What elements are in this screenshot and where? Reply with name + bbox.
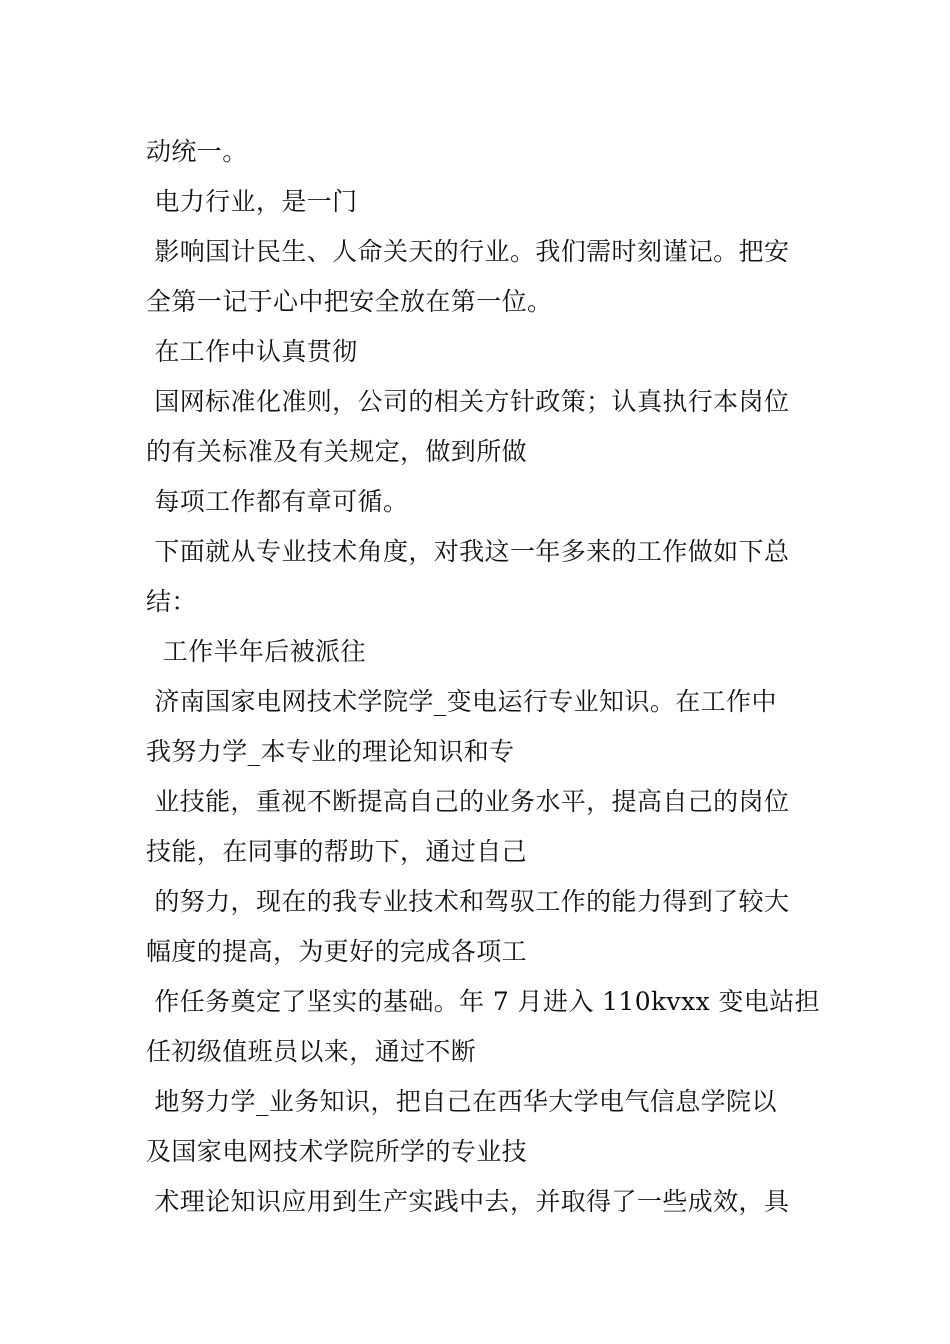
text-line: 工作半年后被派往 [146,637,366,666]
text-line: 影响国计民生、人命关天的行业。我们需时刻谨记。把安 [146,237,790,266]
text-line: 术理论知识应用到生产实践中去，并取得了一些成效，具 [146,1187,790,1216]
text-line: 在工作中认真贯彻 [146,337,358,366]
text-line: 的有关标准及有关规定，做到所做 [146,437,528,466]
text-line: 电力行业，是一门 [146,187,358,216]
text-line: 下面就从专业技术角度，对我这一年多来的工作做如下总 [146,537,790,566]
text-line: 及国家电网技术学院所学的专业技 [146,1137,528,1166]
text-line: 幅度的提高，为更好的完成各项工 [146,937,528,966]
text-line: 我努力学_本专业的理论知识和专 [146,737,515,766]
text-line: 作任务奠定了坚实的基础。年 7 月进入 110kvxx 变电站担 [146,987,821,1016]
text-line: 动统一。 [146,137,248,166]
text-line: 的努力，现在的我专业技术和驾驭工作的能力得到了较大 [146,887,790,916]
text-line: 济南国家电网技术学院学_变电运行专业知识。在工作中 [146,687,777,716]
text-line: 全第一记于心中把安全放在第一位。 [146,287,553,316]
text-line: 地努力学_业务知识，把自己在西华大学电气信息学院以 [146,1087,777,1116]
text-line: 技能，在同事的帮助下，通过自己 [146,837,528,866]
text-line: 国网标准化准则，公司的相关方针政策；认真执行本岗位 [146,387,790,416]
text-line: 业技能，重视不断提高自己的业务水平，提高自己的岗位 [146,787,790,816]
text-line: 结： [146,587,197,616]
text-line: 每项工作都有章可循。 [146,487,409,516]
text-line: 任初级值班员以来，通过不断 [146,1037,477,1066]
